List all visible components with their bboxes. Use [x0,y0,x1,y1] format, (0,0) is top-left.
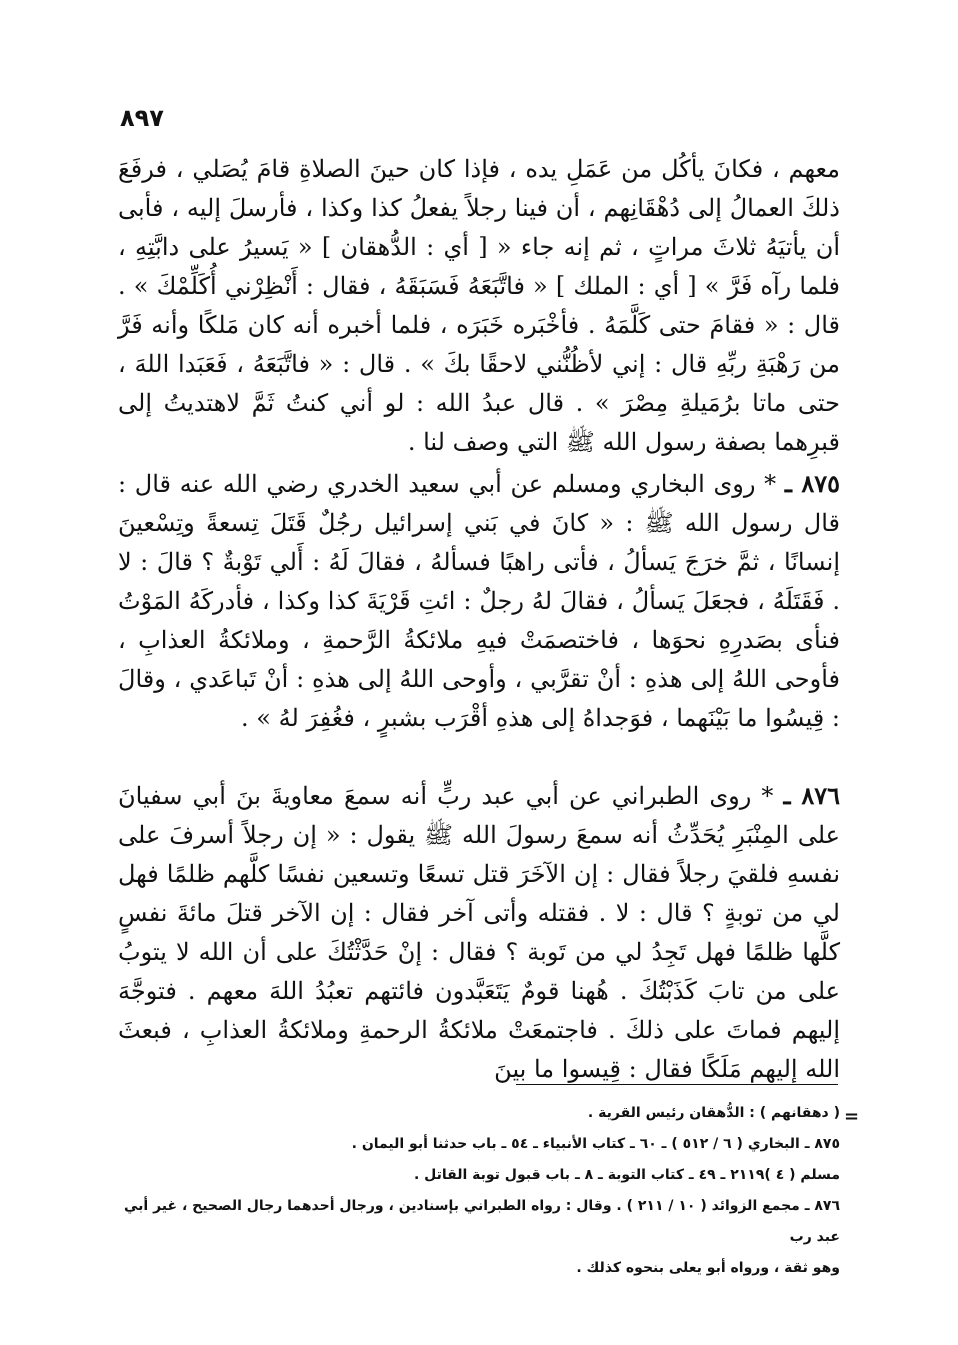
footnote-line: وهو ثقة ، ورواه أبو يعلى بنحوه كذلك . [576,1260,840,1276]
footnotes [118,1098,840,1284]
footnote-line: مسلم ( ٤ )٢١١٩ ـ ٤٩ ـ كتاب التوبة ـ ٨ ـ باب قبول توبة القاتل . [413,1167,840,1183]
paragraph-text [118,776,840,1089]
footnote-marker: = [844,1106,860,1127]
footnote-line: ٨٧٦ ـ مجمع الزوائد ( ١٠ / ٢١١ ) . وقال : رواه الطبراني بإسنادين ، ورجال أحدهما رجال الصحيح ، غير أبي عبد رب [123,1198,840,1245]
footnote-line: ٨٧٥ ـ البخاري ( ٦ / ٥١٢ ) ـ ٦٠ ـ كتاب الأنبياء ـ ٥٤ ـ باب حدثنا أبو اليمان . [351,1136,840,1152]
hadith-text: * روى البخاري ومسلم عن أبي سعيد الخدري رضي الله عنه قال : قال رسول الله ﷺ : « كانَ في بَني إسرائيل رجُلٌ قَتَلَ تِسعةً وتِسْعينَ إنسانًا ، ثمَّ خرَجَ يَسألُ ، فأتى راهبًا فسألهُ ، فقالَ لَهُ : أَلي تَوْبةٌ ؟ قالَ : لا . فَقَتَلَهُ ، فجعَلَ يَسألُ ، فقالَ لهُ رجلٌ : ائتِ قَرْيَةَ كذا وكذا ، فأدركَهُ المَوْتُ فنأى بصَدرِهِ نحوَها ، فاختصمَتْ فيهِ ملائكةُ الرَّحمةِ ، وملائكةُ العذابِ ، فأوحى اللهُ إلى هذهِ : أنْ تقرَّبي ، وأوحى اللهُ إلى هذهِ : أنْ تَباعَدي ، وقالَ : قِيسُوا ما بَيْنَهما ، فوَجداهُ إلى هذهِ أقْرَب بشبرٍ ، فغُفِرَ لهُ » . [118,470,841,732]
paragraph-continued [118,150,840,462]
paragraph-hadith-875 [118,464,840,738]
hadith-text: * روى الطبراني عن أبي عبد ربٍّ أنه سمعَ معاويةَ بنَ أبي سفيانَ على المِنْبَرِ يُحَدِّثُ أنه سمعَ رسولَ الله ﷺ يقول : « إن رجلاً أسرفَ على نفسهِ فلقيَ رجلاً فقال : إن الآخَرَ قتل تسعًا وتسعين نفسًا كلَّهم ظلمًا فهل لي من توبةٍ ؟ قال : لا . فقتله وأتى آخر فقال : إن الآخر قتلَ مائةَ نفسٍ كلَّها ظلمًا فهل تَجِدُ لي من تَوبة ؟ فقال : إنْ حَدَّثْتُكَ على أن الله لا يتوبُ على من تابَ كَذَبْتُكَ . هُهنا قومٌ يَتَعَبَّدون فائتهم تعبُدُ اللهَ معهم . فتوجَّهَ إليهم فماتَ على ذلكَ . فاجتمعَتْ ملائكةُ الرحمةِ وملائكةُ العذابِ ، فبعثَ الله إليهم مَلَكًا فقال : قِيسوا ما بينَ [118,782,840,1083]
paragraph-hadith-876 [118,776,840,1089]
footnote-divider [516,1084,838,1085]
hadith-number: ٨٧٦ ـ [783,781,841,810]
page-number: ٨٩٧ [120,104,164,132]
paragraph-text: معهم ، فكانَ يأكُل من عَمَلِ يده ، فإذا كان حينَ الصلاةِ قامَ يُصَلي ، فرفَعَ ذلكَ العمالُ إلى دُهْقَانِهم ، أن فينا رجلاً يفعلُ كذا وكذا ، فأرسلَ إليه ، فأبى أن يأتيَهُ ثلاثَ مراتٍ ، ثم إنه جاء « [ أي : الدُّهقان ] « يَسيرُ على دابَّتِهِ ، فلما رآه فَرَّ » [ أي : الملك ] « فاتَّبَعَهُ فَسَبَقَهُ ، فقال : أَنْظِرْني أُكَلِّمْكَ » . قال : « فقامَ حتى كَلَّمَهُ . فأخْبَره خَبَرَه ، فلما أخبره أنه كان مَلكًا وأنه فَرَّ من رَهْبَةِ ربِّهِ قال : إني لأظُنُّني لاحقًا بكَ » . قال : « فاتَّبَعَهُ ، فَعَبَدا اللهَ ، حتى ماتا برُمَيلةِ مِصْرَ » . قال عبدُ الله : لو أني كنتُ ثَمَّ لاهتديتُ إلى قبرِهما بصفة رسول الله ﷺ التي وصف لنا . [118,155,840,456]
paragraph-text [118,464,840,738]
footnote-line: ( دهقانهم ) : الدُّهقان رئيس القرية . [587,1105,840,1121]
hadith-number: ٨٧٥ ـ [784,469,840,498]
